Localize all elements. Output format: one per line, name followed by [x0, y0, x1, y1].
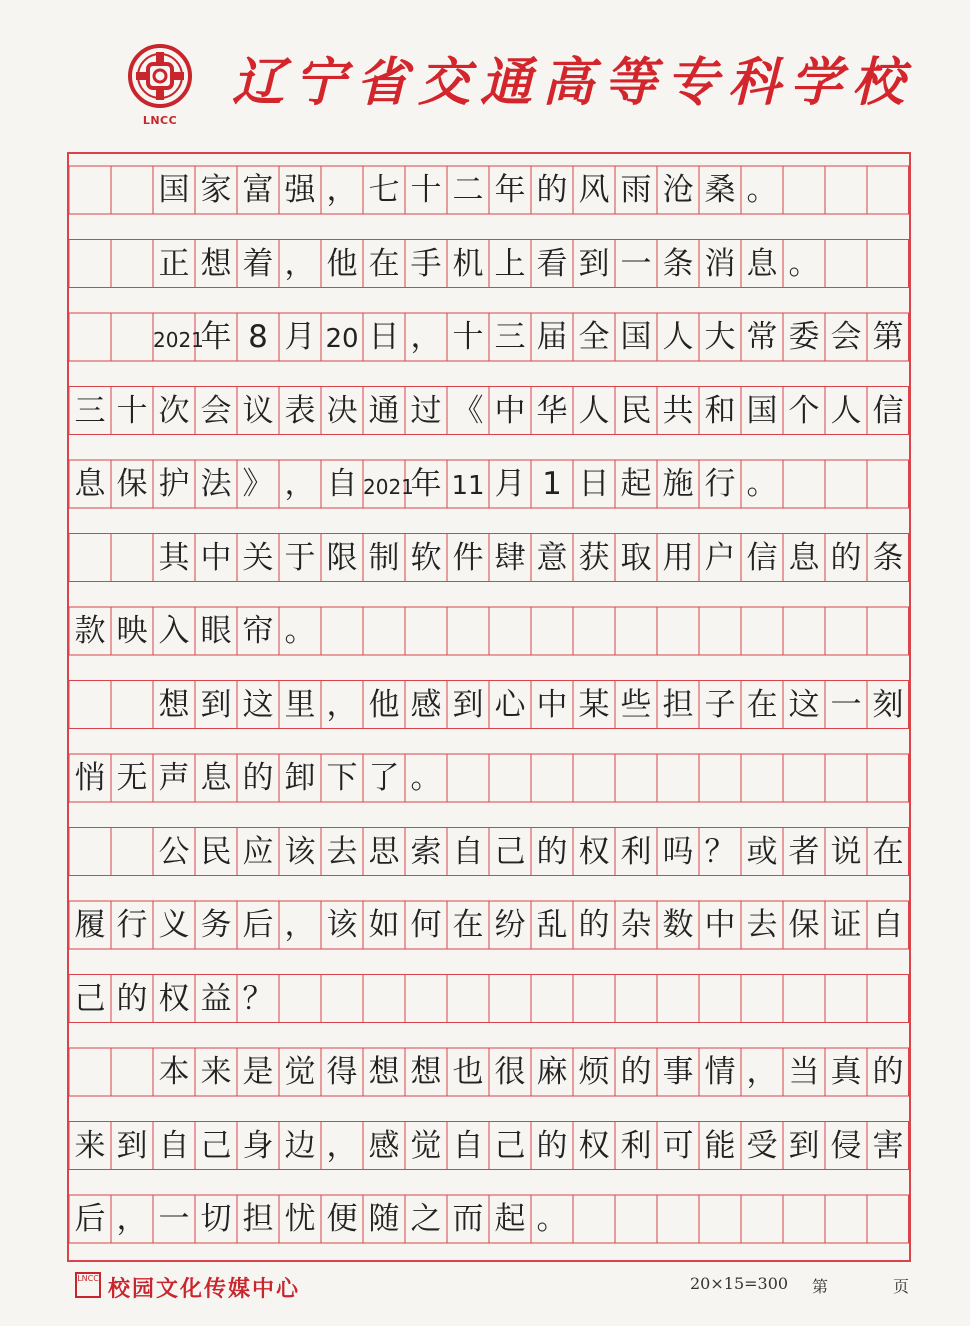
essay-char: 乱 [536, 907, 568, 943]
page-prefix: 第 [812, 1277, 829, 1296]
essay-char: ， [284, 245, 316, 282]
essay-char: 真 [830, 1054, 862, 1090]
essay-char: 证 [830, 907, 862, 943]
essay-char: 得 [326, 1054, 358, 1090]
essay-char: 心 [494, 686, 526, 723]
essay-char [69, 534, 111, 582]
essay-char: 中 [536, 686, 568, 723]
grid-count: 20×15=300 [690, 1274, 789, 1293]
essay-char [111, 828, 153, 876]
essay-char: 中 [200, 539, 232, 576]
essay-char: 起 [620, 466, 652, 502]
essay-char: 手 [410, 245, 442, 282]
essay-char: 吗 [662, 833, 694, 870]
essay-char: 来 [74, 1127, 106, 1164]
essay-char: 七 [368, 172, 400, 208]
essay-char: 映 [116, 613, 148, 649]
essay-char: 忧 [284, 1201, 316, 1237]
essay-char: 日 [368, 319, 400, 355]
essay-char: 感 [410, 686, 442, 723]
page-header [0, 0, 970, 150]
essay-char: 8 [248, 319, 268, 355]
page-footer [0, 1262, 970, 1326]
essay-char: 说 [830, 833, 862, 870]
essay-char: 是 [242, 1054, 274, 1090]
essay-char [69, 1048, 111, 1096]
essay-char: 》 [242, 466, 274, 502]
essay-char: 户 [704, 539, 736, 576]
essay-char: 自 [158, 1127, 190, 1164]
essay-line [69, 166, 909, 214]
essay-char: 软 [410, 539, 442, 576]
essay-char: 十 [452, 319, 484, 355]
essay-char: 全 [578, 319, 610, 355]
essay-char: 思 [368, 833, 400, 870]
essay-char: 后 [74, 1201, 106, 1237]
essay-char: 上 [494, 245, 526, 282]
essay-char: 义 [158, 907, 190, 943]
essay-char: 自 [872, 907, 904, 943]
essay-char [69, 681, 111, 729]
essay-char: 意 [536, 539, 568, 576]
logo-text: LNCC [142, 114, 178, 127]
essay-char: 议 [242, 392, 274, 429]
essay-char [69, 166, 111, 214]
essay-char: 来 [200, 1054, 232, 1090]
essay-char [69, 828, 111, 876]
essay-char: 到 [578, 245, 610, 282]
essay-char: 月 [494, 466, 526, 502]
essay-char: 共 [662, 392, 694, 429]
essay-char: 年 [494, 172, 526, 208]
essay-char: 《 [452, 392, 484, 429]
essay-char: ， [326, 686, 358, 723]
essay-char: 届 [536, 319, 568, 355]
essay-char: 担 [242, 1201, 274, 1237]
essay-char: 会 [200, 392, 232, 429]
essay-char: 其 [158, 539, 190, 576]
essay-char: 十 [410, 172, 442, 208]
school-name-title: 辽宁省交通高等专科学校 [232, 52, 915, 113]
essay-char: 这 [788, 686, 820, 723]
essay-char: 护 [158, 466, 190, 502]
essay-char: 息 [788, 539, 820, 576]
essay-char: 的 [116, 980, 148, 1017]
essay-line [69, 901, 909, 949]
essay-char: 人 [830, 392, 862, 429]
essay-char: 的 [536, 833, 568, 870]
essay-char: 声 [158, 760, 190, 796]
essay-char: 权 [578, 1127, 610, 1164]
footer-stamp-icon: LNCC [75, 1272, 101, 1298]
essay-char: 一 [620, 245, 652, 282]
essay-char: 沧 [662, 172, 694, 208]
essay-char: 十 [116, 392, 148, 429]
essay-char: 自 [452, 833, 484, 870]
essay-char: 日 [578, 466, 610, 502]
essay-char: 觉 [284, 1054, 316, 1090]
essay-char: 觉 [410, 1127, 442, 1164]
essay-char: 起 [494, 1201, 526, 1237]
essay-char: 机 [452, 245, 484, 282]
essay-char: 中 [494, 392, 526, 429]
essay-char: 年 [410, 466, 442, 502]
essay-char: ， [284, 907, 316, 943]
essay-line [69, 975, 909, 1023]
essay-char: 自 [452, 1127, 484, 1164]
essay-char: 悄 [74, 760, 106, 796]
essay-line [69, 681, 909, 729]
essay-char: 某 [578, 686, 610, 723]
essay-char: 的 [830, 539, 862, 576]
essay-char: 。 [284, 613, 316, 649]
essay-char [111, 681, 153, 729]
essay-char: 。 [746, 466, 778, 502]
essay-char: 者 [788, 833, 820, 870]
essay-char: 事 [662, 1054, 694, 1090]
essay-char: 雨 [620, 172, 652, 208]
essay-char: 履 [74, 907, 106, 943]
essay-char: 大 [704, 319, 736, 355]
essay-char: 个 [788, 392, 820, 429]
essay-char: 肆 [494, 539, 526, 576]
essay-char: 他 [368, 686, 400, 723]
essay-char: 行 [116, 907, 148, 943]
essay-char: 杂 [620, 907, 652, 943]
essay-line [69, 607, 909, 655]
page-suffix: 页 [893, 1277, 910, 1296]
essay-char: 去 [746, 907, 778, 943]
essay-char: 己 [74, 980, 106, 1017]
essay-char: 桑 [704, 172, 736, 208]
essay-char: 第 [872, 319, 904, 355]
essay-char: 眼 [200, 613, 232, 649]
essay-char: 权 [158, 980, 190, 1017]
essay-char: 公 [158, 833, 190, 870]
essay-char: ， [116, 1201, 148, 1237]
essay-char: 索 [410, 833, 442, 870]
essay-char: 一 [830, 686, 862, 723]
essay-char: 刻 [872, 686, 904, 723]
essay-char: 权 [578, 833, 610, 870]
essay-char: ， [284, 466, 316, 502]
essay-char: 入 [158, 613, 190, 649]
essay-char: ， [410, 319, 442, 355]
essay-char: 强 [284, 172, 316, 208]
essay-char: 应 [242, 833, 274, 870]
essay-char: 利 [620, 833, 652, 870]
essay-char: 国 [620, 319, 652, 355]
essay-char: 年 [200, 319, 232, 355]
essay-char: 如 [368, 907, 400, 943]
essay-char: 这 [242, 686, 274, 723]
essay-char: 利 [620, 1127, 652, 1164]
essay-char: 后 [242, 907, 274, 943]
essay-char: 决 [326, 392, 358, 429]
essay-char: 国 [746, 392, 778, 429]
essay-char: 的 [536, 172, 568, 208]
essay-char: 想 [158, 686, 190, 723]
essay-char: 到 [788, 1127, 820, 1164]
essay-char: 20 [325, 324, 359, 354]
essay-char: 了 [368, 760, 400, 796]
essay-line [69, 1048, 909, 1096]
essay-char: 息 [200, 760, 232, 796]
essay-char: 常 [746, 319, 778, 355]
essay-char: ？ [242, 980, 274, 1017]
essay-char: ， [326, 172, 358, 208]
essay-char: 他 [326, 245, 358, 282]
essay-char: 己 [494, 1127, 526, 1164]
essay-char: 条 [662, 245, 694, 282]
essay-char: 里 [284, 686, 316, 723]
essay-line [69, 460, 909, 508]
essay-char: 表 [284, 392, 316, 429]
essay-char: 人 [578, 392, 610, 429]
essay-char: 切 [200, 1201, 232, 1237]
essay-line [69, 754, 909, 802]
essay-line [69, 313, 909, 361]
essay-char: 家 [200, 172, 232, 208]
essay-char: 在 [746, 686, 778, 723]
essay-char: 过 [410, 392, 442, 429]
essay-char: 信 [746, 539, 778, 576]
essay-char: 也 [452, 1054, 484, 1090]
essay-char: 子 [704, 686, 736, 723]
essay-char: 能 [704, 1127, 736, 1164]
essay-char: 获 [578, 539, 610, 576]
essay-line [69, 534, 909, 582]
essay-char: 。 [746, 172, 778, 208]
essay-char: 己 [200, 1127, 232, 1164]
essay-char: 想 [368, 1054, 400, 1090]
essay-char: 该 [284, 833, 316, 870]
essay-char: 卸 [284, 760, 316, 796]
essay-char: 到 [200, 686, 232, 723]
essay-char [69, 240, 111, 288]
essay-char: 些 [620, 686, 652, 723]
essay-char: 一 [158, 1201, 190, 1237]
essay-char: 1 [542, 466, 562, 502]
essay-char: 国 [158, 172, 190, 208]
essay-char: 受 [746, 1127, 778, 1164]
essay-char: 边 [284, 1127, 316, 1164]
essay-char: 自 [326, 466, 358, 502]
essay-char: 三 [494, 319, 526, 355]
essay-char: 。 [536, 1201, 568, 1237]
essay-char: 委 [788, 319, 820, 355]
essay-char: 件 [452, 539, 484, 576]
essay-char: 款 [74, 613, 106, 649]
essay-char: 看 [536, 245, 568, 282]
essay-char: 到 [116, 1127, 148, 1164]
essay-char: 月 [284, 319, 316, 355]
essay-char: 会 [830, 319, 862, 355]
essay-char: 数 [662, 907, 694, 943]
essay-char [111, 534, 153, 582]
essay-char: 在 [452, 907, 484, 943]
essay-char: 当 [788, 1054, 820, 1090]
essay-char: 息 [746, 245, 778, 282]
essay-char: 该 [326, 907, 358, 943]
essay-char [69, 313, 111, 361]
essay-char: 情 [704, 1054, 736, 1090]
essay-char: 次 [158, 392, 190, 429]
essay-char: 纷 [494, 907, 526, 943]
essay-char: ？ [704, 833, 736, 870]
essay-char: 可 [662, 1127, 694, 1164]
essay-char: 民 [200, 833, 232, 870]
footer-label: 校园文化传媒中心 [108, 1277, 301, 1302]
essay-char: ， [746, 1054, 778, 1090]
essay-char: 着 [242, 245, 274, 282]
essay-char: 于 [284, 539, 316, 576]
essay-char: 麻 [536, 1054, 568, 1090]
essay-char: 。 [788, 245, 820, 282]
logo-emblem-icon [122, 40, 198, 116]
essay-char: 用 [662, 539, 694, 576]
essay-char: 担 [662, 686, 694, 723]
essay-char: 侵 [830, 1127, 862, 1164]
essay-char: 烦 [578, 1054, 610, 1090]
essay-char: 本 [158, 1054, 190, 1090]
essay-char: 条 [872, 539, 904, 576]
essay-char: 消 [704, 245, 736, 282]
essay-line [69, 240, 909, 288]
essay-char: 随 [368, 1201, 400, 1237]
essay-char: 便 [326, 1201, 358, 1237]
essay-char: 取 [620, 539, 652, 576]
essay-char: 2021 [153, 328, 204, 352]
essay-char: 。 [410, 760, 442, 796]
essay-char: 无 [116, 760, 148, 796]
essay-char: 风 [578, 172, 610, 208]
essay-char: 下 [326, 760, 358, 796]
essay-char: 在 [368, 245, 400, 282]
essay-char: 的 [578, 907, 610, 943]
essay-char: 信 [872, 392, 904, 429]
essay-char: 二 [452, 172, 484, 208]
essay-char: 害 [872, 1127, 904, 1164]
essay-char: 身 [242, 1127, 274, 1164]
essay-char: 感 [368, 1127, 400, 1164]
essay-char: 限 [326, 539, 358, 576]
school-logo [122, 40, 198, 130]
essay-char: 关 [242, 539, 274, 576]
essay-char: 富 [242, 172, 274, 208]
essay-char: 11 [451, 471, 485, 501]
essay-line [69, 828, 909, 876]
essay-char: 想 [410, 1054, 442, 1090]
essay-char: 息 [74, 466, 106, 502]
essay-char: ， [326, 1127, 358, 1164]
essay-char: 中 [704, 907, 736, 943]
essay-char: 很 [494, 1054, 526, 1090]
essay-char: 法 [200, 466, 232, 502]
essay-char: 的 [872, 1054, 904, 1090]
essay-char: 通 [368, 392, 400, 429]
essay-line [69, 1195, 909, 1243]
essay-char: 的 [242, 760, 274, 796]
essay-char: 保 [788, 907, 820, 943]
essay-char: 和 [704, 392, 736, 429]
essay-char: 华 [536, 392, 568, 429]
essay-char: 何 [410, 907, 442, 943]
essay-char: 帘 [242, 613, 274, 649]
essay-char: 或 [746, 833, 778, 870]
essay-line [69, 387, 909, 435]
essay-char [111, 240, 153, 288]
essay-char: 三 [74, 392, 106, 429]
essay-char: 民 [620, 392, 652, 429]
essay-char: 己 [494, 833, 526, 870]
essay-line [69, 1122, 909, 1170]
essay-char: 去 [326, 833, 358, 870]
essay-char: 施 [662, 466, 694, 502]
essay-char: 想 [200, 245, 232, 282]
essay-char: 制 [368, 539, 400, 576]
grid-paper [67, 152, 911, 1262]
essay-char [111, 166, 153, 214]
essay-char: 正 [158, 245, 190, 282]
essay-char: 到 [452, 686, 484, 723]
essay-char: 之 [410, 1201, 442, 1237]
essay-char [111, 1048, 153, 1096]
essay-char: 务 [200, 907, 232, 943]
essay-char: 的 [536, 1127, 568, 1164]
essay-char: 在 [872, 833, 904, 870]
essay-char: 人 [662, 319, 694, 355]
essay-char: 2021 [363, 475, 414, 499]
essay-char: 的 [620, 1054, 652, 1090]
essay-char: 行 [704, 466, 736, 502]
essay-char [111, 313, 153, 361]
essay-char: 而 [452, 1201, 484, 1237]
essay-char: 保 [116, 466, 148, 502]
essay-char: 益 [200, 980, 232, 1017]
